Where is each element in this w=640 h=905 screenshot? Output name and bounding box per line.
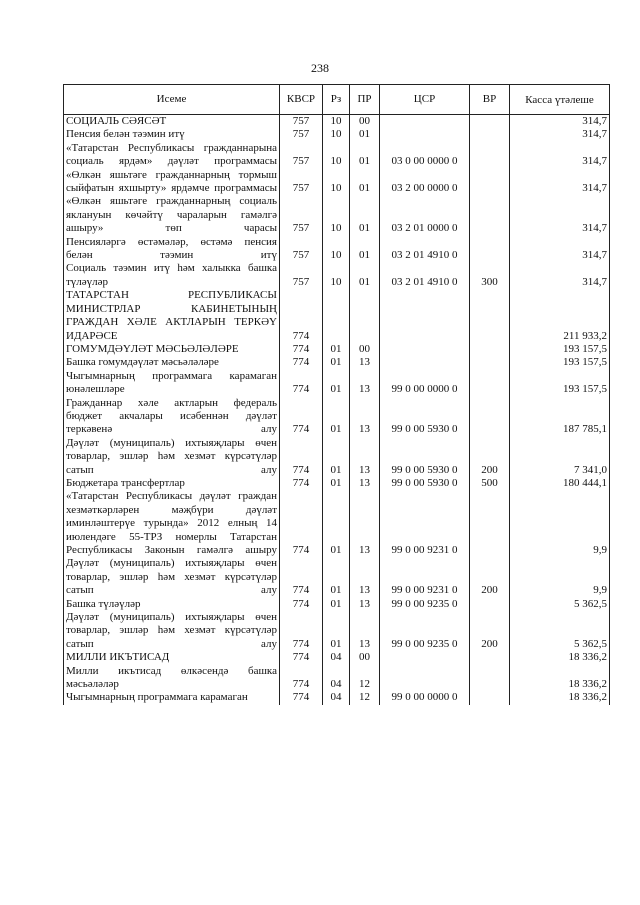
row-vr <box>470 236 510 263</box>
header-row <box>64 85 610 115</box>
table-row <box>64 557 610 597</box>
row-rz: 10 <box>323 262 350 289</box>
row-amount: 18 336,2 <box>510 651 610 664</box>
row-rz: 01 <box>323 397 350 437</box>
row-pr: 13 <box>350 598 380 611</box>
row-kvsr: 757 <box>280 195 323 235</box>
header-name: Исеме <box>64 85 280 115</box>
row-csr: 03 2 01 0000 0 <box>380 195 470 235</box>
row-amount: 314,7 <box>510 142 610 169</box>
table-row <box>64 343 610 356</box>
row-name: СОЦИАЛЬ СӘЯСӘТ <box>64 115 280 129</box>
row-kvsr: 774 <box>280 665 323 692</box>
row-name: МИЛЛИ ИКЪТИСАД <box>64 651 280 664</box>
row-pr: 01 <box>350 169 380 196</box>
row-pr: 01 <box>350 236 380 263</box>
row-amount: 18 336,2 <box>510 691 610 704</box>
row-amount: 193 157,5 <box>510 356 610 369</box>
row-csr: 99 0 00 5930 0 <box>380 397 470 437</box>
row-name: «Татарстан Республикасы гражданнарына социаль ярдәм» дәүләт программасы <box>64 142 280 169</box>
row-amount: 314,7 <box>510 236 610 263</box>
row-amount: 9,9 <box>510 490 610 557</box>
row-rz: 10 <box>323 128 350 141</box>
row-amount: 211 933,2 <box>510 289 610 343</box>
row-amount: 7 341,0 <box>510 437 610 477</box>
row-rz: 01 <box>323 611 350 651</box>
table-row <box>64 611 610 651</box>
row-kvsr: 774 <box>280 651 323 664</box>
row-pr: 01 <box>350 142 380 169</box>
row-kvsr: 774 <box>280 343 323 356</box>
row-name: Социаль тәэмин итү һәм халыкка башка түләүләр <box>64 262 280 289</box>
row-vr <box>470 370 510 397</box>
row-name: ГОМУМДӘҮЛӘТ МӘСЬӘЛӘЛӘРЕ <box>64 343 280 356</box>
table-row <box>64 665 610 692</box>
row-vr: 500 <box>470 477 510 490</box>
header-kassa: Касса үтәлеше <box>510 85 610 115</box>
row-pr: 13 <box>350 490 380 557</box>
row-pr: 13 <box>350 477 380 490</box>
row-vr <box>470 356 510 369</box>
row-amount: 314,7 <box>510 128 610 141</box>
row-rz: 10 <box>323 142 350 169</box>
row-pr: 12 <box>350 665 380 692</box>
row-name: Дәүләт (муниципаль) ихтыяҗлары өчен товарлар, эшләр һәм хезмәт күрсәтүләр сатып алу <box>64 611 280 651</box>
row-csr <box>380 343 470 356</box>
row-rz: 10 <box>323 115 350 129</box>
row-name: Милли икътисад өлкәсендә башка мәсьәләләр <box>64 665 280 692</box>
row-pr: 13 <box>350 397 380 437</box>
row-vr <box>470 142 510 169</box>
row-name: ТАТАРСТАН РЕСПУБЛИКАСЫ МИНИСТРЛАР КАБИНЕТЫНЫҢ ГРАЖДАН ХӘЛЕ АКТЛАРЫН ТЕРКӘҮ ИДАРӘСЕ <box>64 289 280 343</box>
table-row <box>64 437 610 477</box>
row-kvsr: 757 <box>280 236 323 263</box>
row-csr: 03 0 00 0000 0 <box>380 142 470 169</box>
row-vr <box>470 691 510 704</box>
table-row <box>64 691 610 704</box>
row-csr <box>380 115 470 129</box>
table-row <box>64 356 610 369</box>
row-name: Дәүләт (муниципаль) ихтыяҗлары өчен товарлар, эшләр һәм хезмәт күрсәтүләр сатып алу <box>64 437 280 477</box>
row-kvsr: 774 <box>280 289 323 343</box>
table-row <box>64 370 610 397</box>
header-kvsr: КВСР <box>280 85 323 115</box>
row-kvsr: 774 <box>280 598 323 611</box>
row-rz: 10 <box>323 195 350 235</box>
row-vr: 200 <box>470 611 510 651</box>
row-pr: 13 <box>350 370 380 397</box>
row-rz: 10 <box>323 169 350 196</box>
table-row <box>64 598 610 611</box>
table-row <box>64 195 610 235</box>
row-kvsr: 774 <box>280 557 323 597</box>
row-vr <box>470 598 510 611</box>
row-kvsr: 774 <box>280 356 323 369</box>
row-kvsr: 757 <box>280 128 323 141</box>
row-rz: 01 <box>323 557 350 597</box>
row-vr <box>470 397 510 437</box>
header-rz: Рз <box>323 85 350 115</box>
row-csr: 03 2 01 4910 0 <box>380 262 470 289</box>
row-vr <box>470 195 510 235</box>
row-pr: 01 <box>350 195 380 235</box>
row-csr: 03 2 00 0000 0 <box>380 169 470 196</box>
row-kvsr: 774 <box>280 397 323 437</box>
row-vr <box>470 115 510 129</box>
row-amount: 314,7 <box>510 262 610 289</box>
row-pr: 12 <box>350 691 380 704</box>
row-name: Дәүләт (муниципаль) ихтыяҗлары өчен товарлар, эшләр һәм хезмәт күрсәтүләр сатып алу <box>64 557 280 597</box>
row-kvsr: 774 <box>280 477 323 490</box>
row-csr <box>380 289 470 343</box>
row-rz: 01 <box>323 490 350 557</box>
row-vr: 300 <box>470 262 510 289</box>
row-kvsr: 774 <box>280 437 323 477</box>
row-pr: 00 <box>350 651 380 664</box>
table-row <box>64 490 610 557</box>
row-amount: 314,7 <box>510 169 610 196</box>
row-vr <box>470 651 510 664</box>
row-vr: 200 <box>470 557 510 597</box>
row-name: Башка түләүләр <box>64 598 280 611</box>
row-pr: 01 <box>350 128 380 141</box>
table-row <box>64 169 610 196</box>
row-amount: 193 157,5 <box>510 370 610 397</box>
row-csr: 99 0 00 0000 0 <box>380 370 470 397</box>
row-amount: 5 362,5 <box>510 611 610 651</box>
row-rz: 01 <box>323 343 350 356</box>
row-amount: 180 444,1 <box>510 477 610 490</box>
header-csr: ЦСР <box>380 85 470 115</box>
table-row <box>64 128 610 141</box>
row-vr <box>470 665 510 692</box>
row-rz <box>323 289 350 343</box>
row-rz: 01 <box>323 598 350 611</box>
row-rz: 01 <box>323 370 350 397</box>
header-pr: ПР <box>350 85 380 115</box>
row-kvsr: 757 <box>280 142 323 169</box>
table-row <box>64 477 610 490</box>
table-row <box>64 142 610 169</box>
row-name: Пенсияләргә өстәмәләр, өстәмә пенсия белән тәэмин итү <box>64 236 280 263</box>
budget-table <box>63 84 610 705</box>
row-rz: 10 <box>323 236 350 263</box>
row-kvsr: 757 <box>280 115 323 129</box>
row-amount: 187 785,1 <box>510 397 610 437</box>
row-amount: 314,7 <box>510 195 610 235</box>
row-pr: 13 <box>350 356 380 369</box>
row-csr: 99 0 00 0000 0 <box>380 691 470 704</box>
row-name: Чыгымнарның программага карамаган <box>64 691 280 704</box>
row-vr <box>470 169 510 196</box>
row-pr <box>350 289 380 343</box>
table-row <box>64 262 610 289</box>
row-kvsr: 757 <box>280 262 323 289</box>
page-number: 238 <box>311 61 329 75</box>
row-amount: 18 336,2 <box>510 665 610 692</box>
row-pr: 00 <box>350 115 380 129</box>
row-kvsr: 774 <box>280 691 323 704</box>
row-rz: 01 <box>323 477 350 490</box>
table-row <box>64 115 610 129</box>
row-vr: 200 <box>470 437 510 477</box>
row-csr <box>380 651 470 664</box>
table-row <box>64 236 610 263</box>
row-rz: 04 <box>323 651 350 664</box>
row-pr: 13 <box>350 611 380 651</box>
row-csr: 03 2 01 4910 0 <box>380 236 470 263</box>
row-csr: 99 0 00 5930 0 <box>380 437 470 477</box>
row-vr <box>470 490 510 557</box>
row-name: Чыгымнарның программага карамаган юнәлешләре <box>64 370 280 397</box>
row-name: «Татарстан Республикасы дәүләт граждан хезмәткәрләрен мәҗбүри дәүләт иминләштерүе турында» 2012 елның 14 июлендәге 55-ТРЗ номерлы Татарстан Республикасы Законын гамәлгә ашыру <box>64 490 280 557</box>
header-vr: ВР <box>470 85 510 115</box>
row-name: «Өлкән яшьтәге гражданнарның тормыш сыйфатын яхшырту» ярдәмче программасы <box>64 169 280 196</box>
row-amount: 5 362,5 <box>510 598 610 611</box>
row-vr <box>470 289 510 343</box>
row-rz: 04 <box>323 665 350 692</box>
table-row <box>64 289 610 343</box>
row-rz: 01 <box>323 437 350 477</box>
row-kvsr: 757 <box>280 169 323 196</box>
row-kvsr: 774 <box>280 370 323 397</box>
row-name: «Өлкән яшьтәге гражданнарның социаль яклануын көчәйтү чараларын гамәлгә ашыру» төп чарасы <box>64 195 280 235</box>
row-name: Башка гомумдәүләт мәсьәләләре <box>64 356 280 369</box>
row-kvsr: 774 <box>280 611 323 651</box>
row-pr: 00 <box>350 343 380 356</box>
row-kvsr: 774 <box>280 490 323 557</box>
row-csr: 99 0 00 9235 0 <box>380 598 470 611</box>
row-csr: 99 0 00 9231 0 <box>380 557 470 597</box>
row-amount: 193 157,5 <box>510 343 610 356</box>
row-vr <box>470 128 510 141</box>
row-csr <box>380 665 470 692</box>
row-pr: 13 <box>350 557 380 597</box>
row-csr <box>380 356 470 369</box>
row-name: Гражданнар хәле актларын федераль бюджет акчалары исәбеннән дәүләт теркәвенә алу <box>64 397 280 437</box>
row-csr: 99 0 00 9235 0 <box>380 611 470 651</box>
row-name: Бюджетара трансфертлар <box>64 477 280 490</box>
row-amount: 9,9 <box>510 557 610 597</box>
row-pr: 13 <box>350 437 380 477</box>
row-rz: 01 <box>323 356 350 369</box>
row-vr <box>470 343 510 356</box>
table-row <box>64 651 610 664</box>
table-row <box>64 397 610 437</box>
row-csr: 99 0 00 5930 0 <box>380 477 470 490</box>
row-csr <box>380 128 470 141</box>
row-amount: 314,7 <box>510 115 610 129</box>
row-rz: 04 <box>323 691 350 704</box>
row-name: Пенсия белән тәэмин итү <box>64 128 280 141</box>
row-pr: 01 <box>350 262 380 289</box>
row-csr: 99 0 00 9231 0 <box>380 490 470 557</box>
